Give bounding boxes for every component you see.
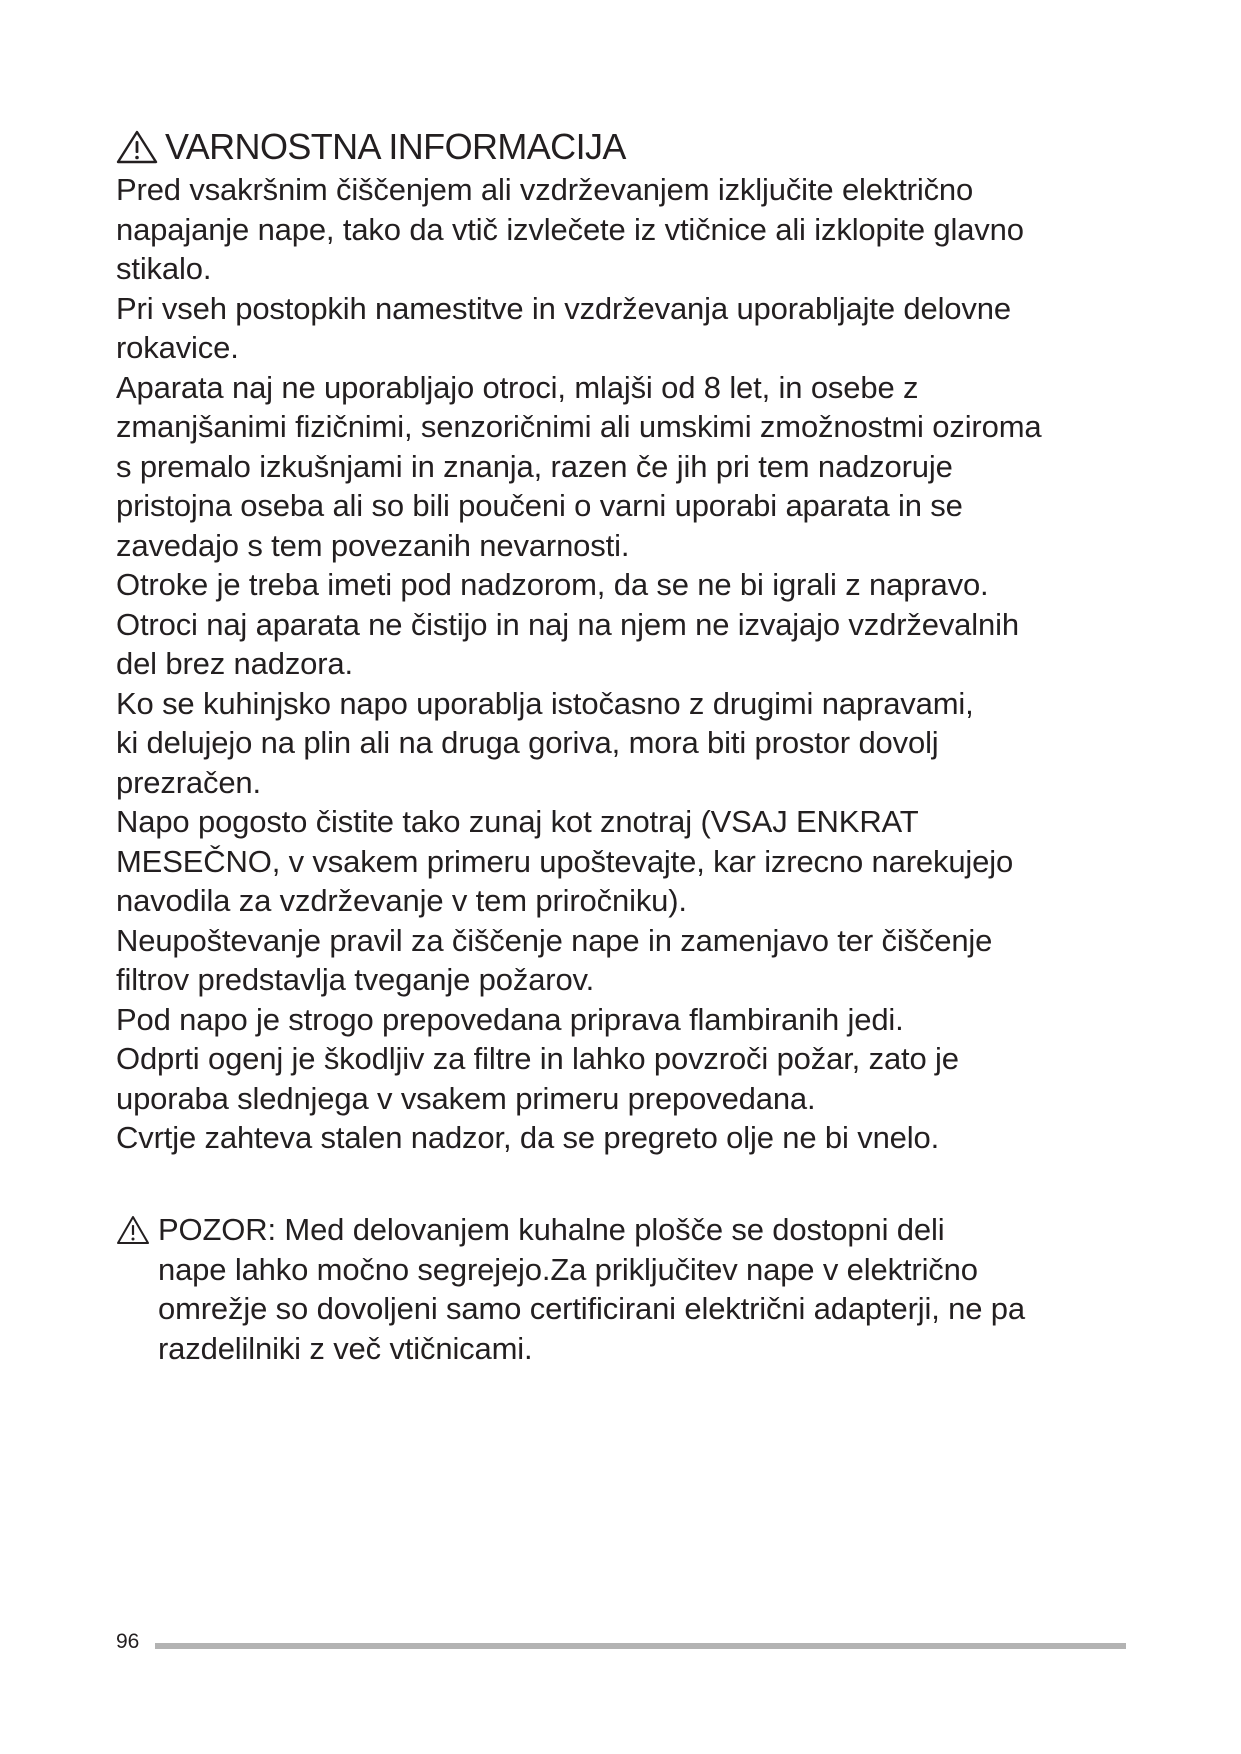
paragraph: Otroke je treba imeti pod nadzorom, da se ne bi igrali z napravo. <box>116 567 989 602</box>
paragraph: Aparata naj ne uporabljajo otroci, mlajši od 8 let, in osebe z zmanjšanimi fizičnimi, senzoričnimi ali umskimi zmožnostmi oziroma s premalo izkušnjami in znanja, razen če jih pri tem nadzoruje pristojna oseba ali so bili poučeni o varni uporabi aparata in se zavedajo s tem povezanih nevarnosti. <box>116 369 1042 563</box>
page-title: VARNOSTNA INFORMACIJA <box>165 126 626 167</box>
paragraph: Neupoštevanje pravil za čiščenje nape in zamenjavo ter čiščenje filtrov predstavlja tveganje požarov. <box>116 922 993 997</box>
paragraph: Odprti ogenj je škodljiv za filtre in lahko povzroči požar, zato je uporaba slednjega v vsakem primeru prepovedana. <box>116 1041 959 1116</box>
paragraph: Pri vseh postopkih namestitve in vzdrževanja uporabljajte delovne rokavice. <box>116 290 1011 365</box>
footer-divider <box>155 1643 1126 1649</box>
paragraph: Cvrtje zahteva stalen nadzor, da se pregreto olje ne bi vnelo. <box>116 1120 940 1155</box>
paragraph: Pod napo je strogo prepovedana priprava flambiranih jedi. <box>116 1001 904 1037</box>
page-footer <box>116 1630 1126 1654</box>
caution-note <box>116 1210 1136 1368</box>
warning-triangle-icon <box>115 129 159 165</box>
caution-text: POZOR: Med delovanjem kuhalne plošče se dostopni deli nape lahko močno segrejejo.Za priključitev nape v električno omrežje so dovoljeni samo certificirani električni adapterji, ne pa razdelilniki z več vtičnicami. <box>158 1212 1025 1366</box>
paragraph: Pred vsakršnim čiščenjem ali vzdrževanjem izključite električno napajanje nape, tako da vtič izvlečete iz vtičnice ali izklopite glavno stikalo. <box>116 172 1024 286</box>
paragraph: Ko se kuhinjsko napo uporablja istočasno z drugimi napravami, ki delujejo na plin ali na druga goriva, mora biti prostor dovolj prezračen. <box>116 685 974 800</box>
section-heading <box>115 126 626 168</box>
paragraph: Napo pogosto čistite tako zunaj kot znotraj (VSAJ ENKRAT MESEČNO, v vsakem primeru upoštevajte, kar izrecno narekujejo navodila za vzdrževanje v tem priročniku). <box>116 804 1014 918</box>
safety-information-text <box>116 170 1136 1158</box>
paragraph: Otroci naj aparata ne čistijo in naj na njem ne izvajajo vzdrževalnih del brez nadzora. <box>116 606 1019 681</box>
warning-triangle-icon <box>116 1215 150 1245</box>
page-number: 96 <box>116 1630 140 1653</box>
